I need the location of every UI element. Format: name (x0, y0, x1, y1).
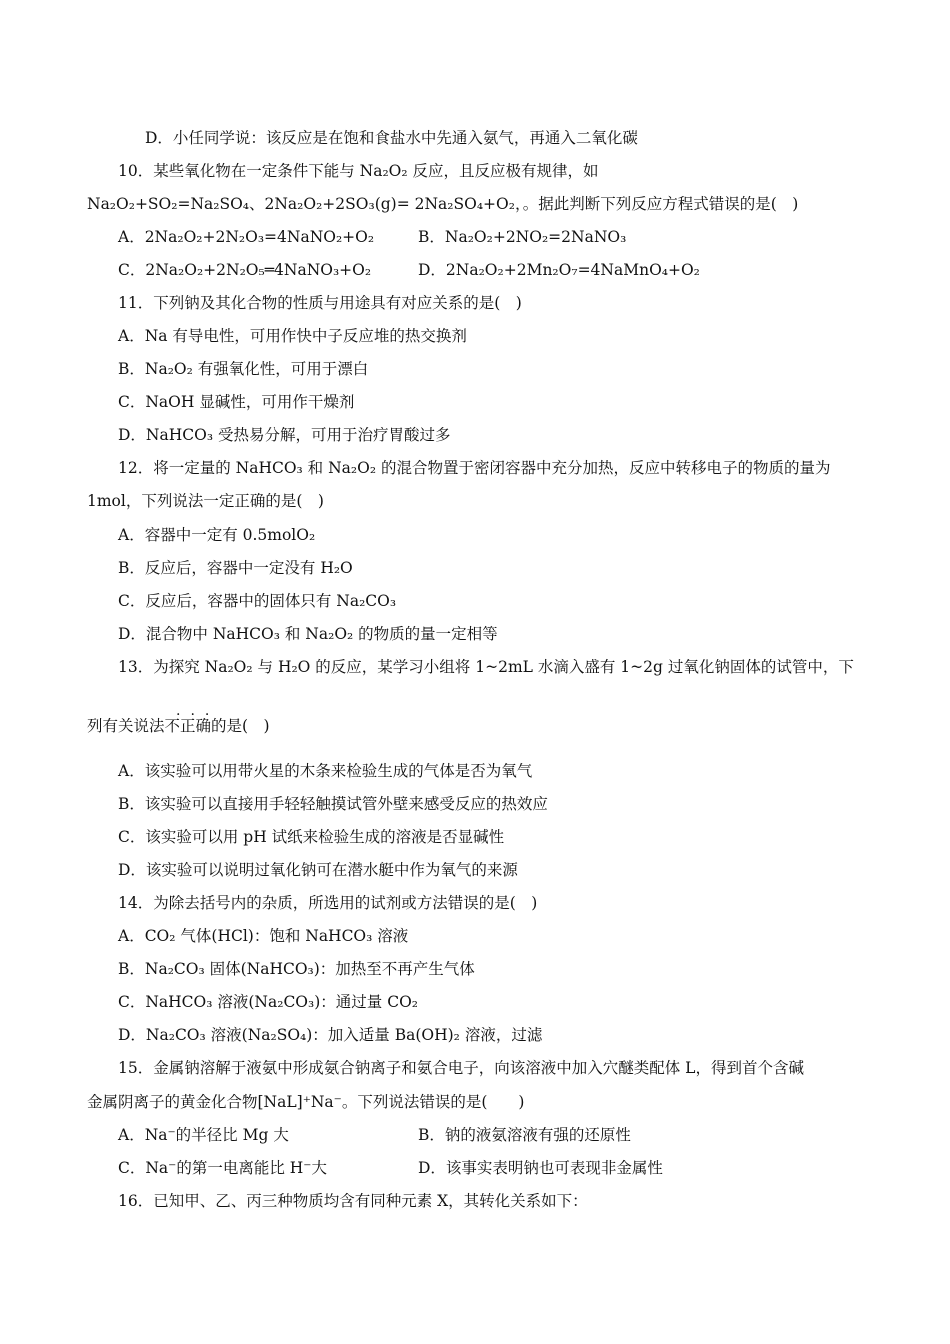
q10-option-a: A．2Na₂O₂+2N₂O₃=4NaNO₂+O₂ (118, 228, 375, 246)
q14-option-c: C．NaHCO₃ 溶液(Na₂CO₃)：通过量 CO₂ (118, 993, 418, 1011)
q10-stem-line2: Na₂O₂+SO₂=Na₂SO₄、2Na₂O₂+2SO₃(g)= 2Na₂SO₄+O₂，。据此判断下列反应方程式错误的是( ) (87, 195, 799, 213)
q11-option-b: B．Na₂O₂ 有强氧化性，可用于漂白 (118, 360, 369, 378)
q9-option-d: D．小任同学说：该反应是在饱和食盐水中先通入氨气，再通入二氧化碳 (145, 129, 638, 147)
q12-stem-line2: 1mol，下列说法一定正确的是( ) (87, 492, 324, 510)
q13-stem-line1: 13．为探究 Na₂O₂ 与 H₂O 的反应，某学习小组将 1~2mL 水滴入盛有 1~2g 过氧化钠固体的试管中，下 (118, 658, 854, 676)
q13-option-a: A．该实验可以用带火星的木条来检验生成的气体是否为氧气 (118, 762, 533, 780)
q10-option-b: B．Na₂O₂+2NO₂=2NaNO₃ (418, 228, 627, 246)
q10-option-d: D．2Na₂O₂+2Mn₂O₇=4NaMnO₄+O₂ (418, 261, 700, 279)
q13-stem-line2: 列有关说法不正确的是( ) (87, 717, 270, 735)
q15-option-a: A．Na⁻的半径比 Mg 大 (118, 1126, 289, 1144)
q10-option-c: C．2Na₂O₂+2N₂O₅═4NaNO₃+O₂ (118, 261, 372, 279)
q11-option-a: A．Na 有导电性，可用作快中子反应堆的热交换剂 (118, 327, 467, 345)
q11-option-c: C．NaOH 显碱性，可用作干燥剂 (118, 393, 355, 411)
q15-option-b: B．钠的液氨溶液有强的还原性 (418, 1126, 631, 1144)
q15-option-d: D．该事实表明钠也可表现非金属性 (418, 1159, 663, 1177)
q11-option-d: D．NaHCO₃ 受热易分解，可用于治疗胃酸过多 (118, 426, 451, 444)
q12-option-c: C．反应后，容器中的固体只有 Na₂CO₃ (118, 592, 397, 610)
q14-option-b: B．Na₂CO₃ 固体(NaHCO₃)：加热至不再产生气体 (118, 960, 475, 978)
q14-stem: 14．为除去括号内的杂质，所选用的试剂或方法错误的是( ) (118, 894, 538, 912)
q15-stem-line1: 15．金属钠溶解于液氨中形成氨合钠离子和氨合电子，向该溶液中加入穴醚类配体 L，得到首个含碱 (118, 1059, 804, 1077)
emphasis-dots: ... (176, 703, 220, 719)
q13-option-d: D．该实验可以说明过氧化钠可在潜水艇中作为氧气的来源 (118, 861, 518, 879)
q11-stem: 11．下列钠及其化合物的性质与用途具有对应关系的是( ) (118, 294, 522, 312)
q16-stem: 16．已知甲、乙、丙三种物质均含有同种元素 X，其转化关系如下： (118, 1192, 588, 1210)
q10-stem-line1: 10．某些氧化物在一定条件下能与 Na₂O₂ 反应，且反应极有规律，如 (118, 162, 599, 180)
q12-option-b: B．反应后，容器中一定没有 H₂O (118, 559, 353, 577)
q14-option-d: D．Na₂CO₃ 溶液(Na₂SO₄)：加入适量 Ba(OH)₂ 溶液，过滤 (118, 1026, 543, 1044)
q12-stem-line1: 12．将一定量的 NaHCO₃ 和 Na₂O₂ 的混合物置于密闭容器中充分加热，反应中转移电子的物质的量为 (118, 459, 831, 477)
q14-option-a: A．CO₂ 气体(HCl)：饱和 NaHCO₃ 溶液 (118, 927, 409, 945)
q12-option-d: D．混合物中 NaHCO₃ 和 Na₂O₂ 的物质的量一定相等 (118, 625, 498, 643)
q12-option-a: A．容器中一定有 0.5molO₂ (118, 526, 316, 544)
q15-option-c: C．Na⁻的第一电离能比 H⁻大 (118, 1159, 327, 1177)
q15-stem-line2: 金属阴离子的黄金化合物[NaL]⁺Na⁻。下列说法错误的是( ) (87, 1093, 525, 1111)
q13-option-b: B．该实验可以直接用手轻轻触摸试管外壁来感受反应的热效应 (118, 795, 548, 813)
q13-option-c: C．该实验可以用 pH 试纸来检验生成的溶液是否显碱性 (118, 828, 505, 846)
